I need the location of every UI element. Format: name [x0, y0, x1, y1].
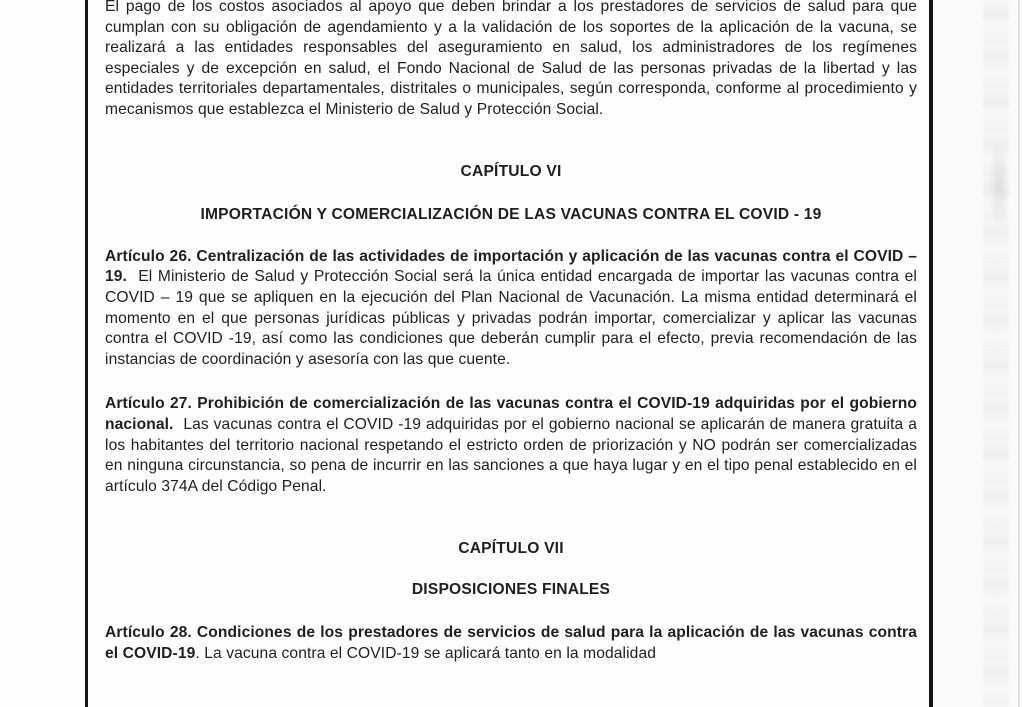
article-27-body: Las vacunas contra el COVID -19 adquiridas por el gobierno nacional se aplicarán de manera gratuita a los habitantes del territorio nacional respetando el estricto orden de priorización y NO podrán ser comercializadas en ninguna circunstancia, so pena de incurrir en las sanciones a que haya lugar y en el tipo penal establecido en el artículo 374A del Código Penal.	[105, 415, 917, 495]
article-26-paragraph	[105, 247, 917, 371]
chapter-7-title: CAPÍTULO VII	[458, 540, 564, 558]
article-26-lead: Artículo 26. Centralización de las actividades de importación y aplicación de las vacunas contra el COVID – 19.	[105, 247, 917, 286]
chapter-6-subtitle: IMPORTACIÓN Y COMERCIALIZACIÓN DE LAS VACUNAS CONTRA EL COVID - 19	[200, 206, 822, 224]
article-27-paragraph	[105, 394, 917, 497]
page-border-left	[85, 0, 88, 707]
article-26-body: El Ministerio de Salud y Protección Social será la única entidad encargada de importar las vacunas contra el COVID – 19 que se apliquen en la ejecución del Plan Nacional de Vacunación. La misma entidad determinará el momento en el que personas jurídicas públicas y privadas podrán importar, comercializar y aplicar las vacunas contra el COVID -19, así como las condiciones que deberán cumplir para el efecto, previa recomendación de las instancias de coordinación y asesoría con las que cuente.	[105, 268, 917, 368]
scan-edge-line	[1018, 0, 1020, 707]
article-28-paragraph	[105, 623, 917, 664]
article-28-body: . La vacuna contra el COVID-19 se aplicará tanto en la modalidad	[195, 645, 656, 663]
page-right-margin	[933, 0, 1023, 707]
page-border-right	[929, 0, 933, 707]
chapter-7-subtitle: DISPOSICIONES FINALES	[411, 580, 611, 598]
scan-artifact-streaks	[983, 0, 1009, 707]
paragraph-payment-costs: El pago de los costos asociados al apoyo que deben brindar a los prestadores de servicios de salud para que cumplan con su obligación de agendamiento y a la validación de los soportes de la aplicación de la vacuna, se realizará a las entidades responsables del aseguramiento en salud, los administradores de los regímenes especiales y de excepción en salud, el Fondo Nacional de Salud de las personas privadas de la libertad y las entidades territoriales departamentales, distritales o municipales, según corresponda, conforme al procedimiento y mecanismos que establezca el Ministerio de Salud y Protección Social.	[105, 0, 917, 118]
document-content	[105, 0, 917, 665]
chapter-6-title: CAPÍTULO VI	[460, 162, 562, 180]
article-28-lead: Artículo 28. Condiciones de los prestadores de servicios de salud para la aplicación de las vacunas contra el COVID-19	[105, 624, 917, 663]
scan-artifact-smudge	[988, 140, 1010, 230]
article-27-lead: Artículo 27. Prohibición de comercialización de las vacunas contra el COVID-19 adquiridas por el gobierno nacional.	[105, 395, 917, 433]
